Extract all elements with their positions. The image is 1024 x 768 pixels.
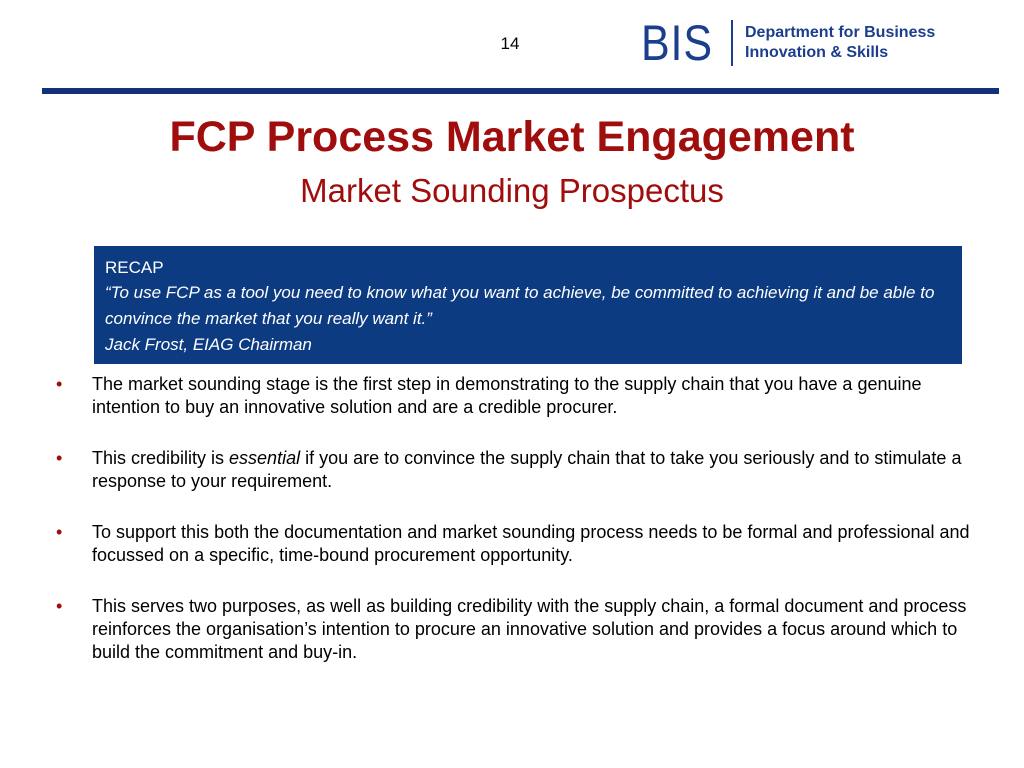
bullet-item <box>56 595 976 664</box>
slide-subtitle: Market Sounding Prospectus <box>300 172 724 209</box>
logo-text <box>745 23 935 63</box>
recap-quote: “To use FCP as a tool you need to know what you want to achieve, be committed to achieving it and be able to convince the market that you really want it.” <box>105 283 935 328</box>
bullet-text: This serves two purposes, as well as building credibility with the supply chain, a formal document and process reinforces the organisation’s intention to procure an innovative solution and provides a focus around which to build the commitment and buy-in. <box>92 596 967 662</box>
logo-divider <box>731 20 733 66</box>
bullet-marker: • <box>56 448 63 468</box>
bullet-marker: • <box>56 596 63 616</box>
recap-heading: RECAP <box>105 258 164 277</box>
slide-title: FCP Process Market Engagement <box>169 113 855 161</box>
recap-attribution: Jack Frost, EIAG Chairman <box>105 335 312 354</box>
logo-line-1: Department for Business <box>745 24 936 41</box>
header-divider <box>42 88 999 94</box>
bullet-text-emphasis: essential <box>229 448 301 468</box>
bullet-text-post: if you are to convince the supply chain that to take you seriously and to stimulate a response to your requirement. <box>92 448 962 491</box>
bullet-text: To support this both the documentation and market sounding process needs to be formal and professional and focussed on a specific, time-bound procurement opportunity. <box>92 522 970 565</box>
bullet-marker: • <box>56 522 63 542</box>
logo-line-2: Innovation & Skills <box>745 44 889 61</box>
bullet-list <box>56 373 976 692</box>
page-number: 14 <box>500 34 520 53</box>
recap-box <box>94 246 962 364</box>
bullet-text: The market sounding stage is the first step in demonstrating to the supply chain that you have a genuine intention to buy an innovative solution and are a credible procurer. <box>92 374 922 417</box>
bis-logo <box>641 16 935 70</box>
bullet-item <box>56 447 976 493</box>
bullet-marker: • <box>56 374 63 394</box>
bullet-text <box>92 448 961 491</box>
bullet-text-pre: This credibility is <box>92 448 230 468</box>
logo-mark: BIS <box>641 15 713 71</box>
bullet-item <box>56 521 976 567</box>
bullet-item <box>56 373 976 419</box>
